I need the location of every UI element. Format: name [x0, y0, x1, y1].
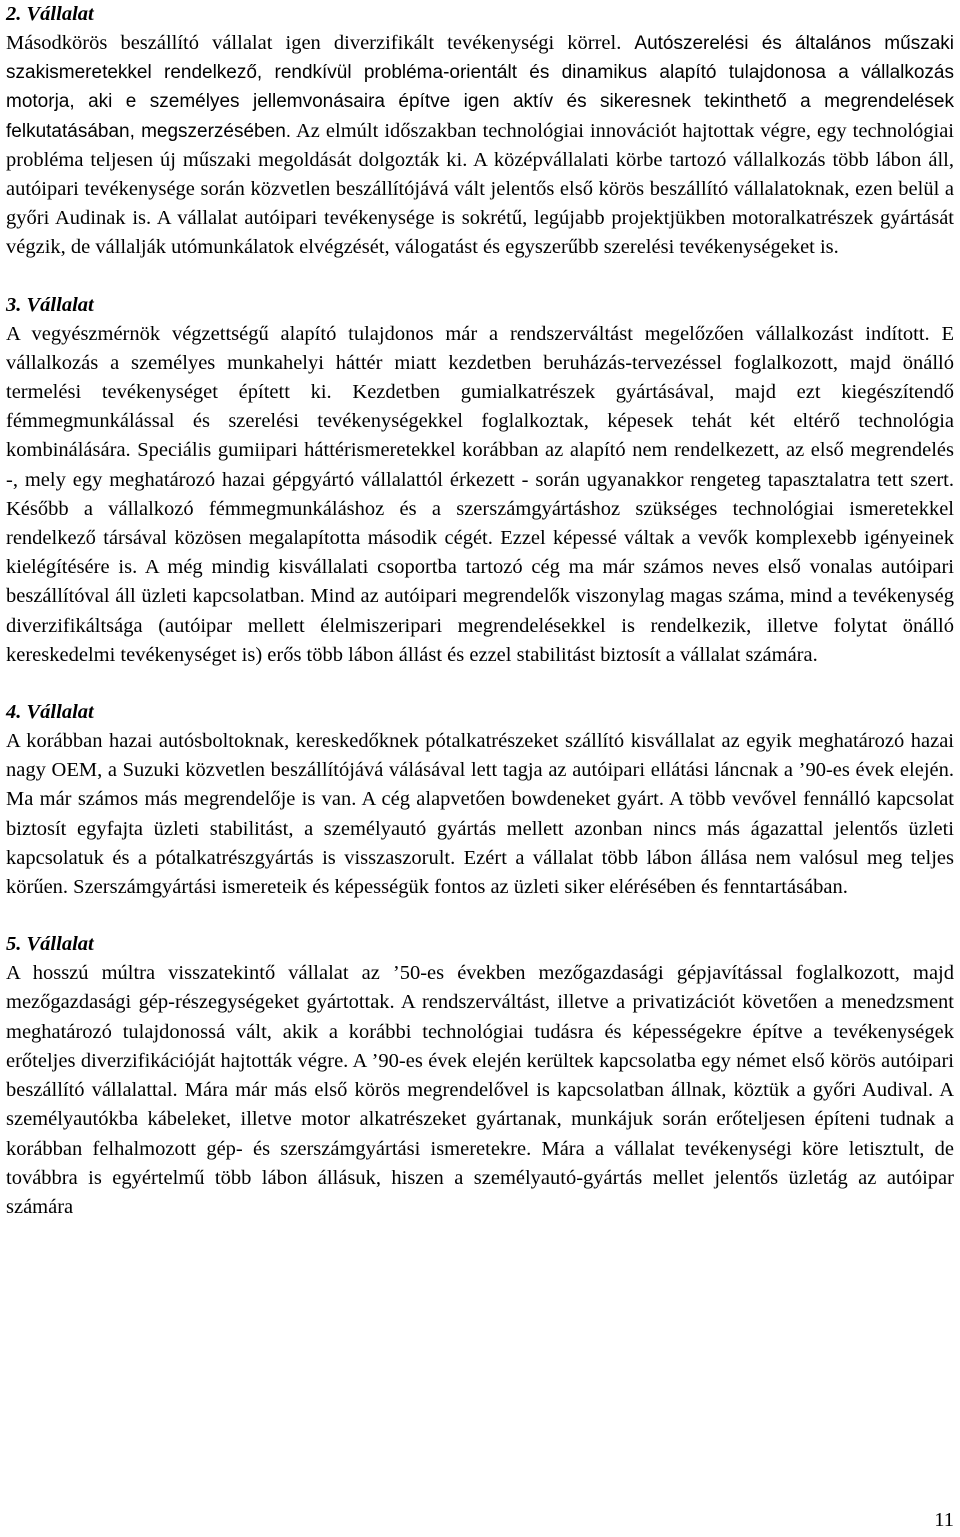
paragraph-intro: Másodkörös beszállító vállalat igen diverzifikált tevékenységi körrel.	[6, 32, 635, 54]
paragraph-sans-part: Autószerelési és általános műszaki szakismeretekkel rendelkező, rendkívül probléma-orientált és dinamikus alapító tulajdonosa a vállalkozás motorja, aki e személyes jellemvonásaira építve igen aktív és sikeresnek tekinthető a megrendelések felkutatásában, megszerzésében.	[6, 33, 954, 142]
section-gap	[6, 902, 954, 930]
paragraph-rest: Az elmúlt időszakban technológiai innovációt hajtottak végre, egy technológiai probléma teljesen új műszaki megoldását dolgozták ki. A középvállalati körbe tartozó vállalkozás több lábon áll, autóipari tevékenysége során közvetlen beszállítójává vált jelentős első körös beszállító vállalatoknak, ezen belül a győri Audinak is. A vállalat autóipari tevékenysége is sokrétű, legújabb projektjükben motoralkatrészek gyártását végzik, de vállalják utómunkálatok elvégzését, válogatást és egyszerűbb szerelési tevékenységeket is.	[6, 119, 954, 259]
section-heading: 4. Vállalat	[6, 701, 94, 724]
section-gap	[6, 263, 954, 291]
section-company-2	[6, 0, 954, 263]
section-paragraph: A vegyészmérnök végzettségű alapító tulajdonos már a rendszerváltást megelőzően vállalkozást indított. E vállalkozás a személyes munkahelyi háttér miatt kezdetben beruházás-tervezéssel foglalkozott, majd önálló termelési tevékenységet épített ki. Kezdetben gumialkatrészek gyártásával, majd ezt kiegészítendő fémmegmunkálással és szerelési tevékenységekkel foglalkoztak, képesek tehát két eltérő technológia kombinálására. Speciális gumiipari háttérismeretekkel korábban az alapító nem rendelkezett, az első megrendelés -, mely egy meghatározó hazai gépgyártó vállalattól érkezett - során ugyanakkor rengeteg tapasztalatra tett szert. Később a vállalkozó fémmegmunkáláshoz és a szerszámgyártáshoz szükséges technológiai ismeretekkel rendelkező társával közösen megalapította második cégét. Ezzel képessé váltak a vevők komplexebb igényeinek kielégítésére is. A még mindig kisvállalati csoportba tartozó cég ma már számos neves első vonalas autóipari beszállítóval áll üzleti kapcsolatban. Mind az autóipari megrendelők viszonylag magas száma, mind a tevékenység diverzifikáltsága (autóipar mellett élelmiszeripari megrendelésekkel is rendelkezik, illetve folytat önálló kereskedelmi tevékenységet is) erős több lábon állást és ezzel stabilitást biztosít a vállalat számára.	[6, 322, 954, 666]
section-paragraph: A hosszú múltra visszatekintő vállalat az ’50-es években mezőgazdasági gépjavítással foglalkozott, majd mezőgazdasági gép-részegységeket gyártottak. A rendszerváltást, illetve a privatizációt követően a menedzsment meghatározó tulajdonossá vált, akik a korábbi technológiai tudásra és képességekre építve a tevékenységek erőteljes diverzifikációját hajtották végre. A ’90-es évek elején kerültek kapcsolatba egy német első körös autóipari beszállító vállalattal. Mára már más első körös megrendelővel is kapcsolatban állnak, köztük a győri Audival. A személyautókba kábeleket, illetve motor alkatrészeket gyártanak, munkájuk során erőteljesen építeni tudnak a korábban felhalmozott gép- és szerszámgyártási ismeretekre. Mára a vállalat tevékenységi köre letisztult, de továbbra is egyértelmű több lábon állásuk, hiszen a személyautó-gyártás mellet jelentős üzletág az autóipar számára	[6, 962, 954, 1218]
section-company-5	[6, 930, 954, 1222]
section-gap	[6, 670, 954, 698]
page-number: 11	[934, 1509, 954, 1531]
document-page	[6, 0, 954, 1222]
section-paragraph: A korábban hazai autósboltoknak, kereskedőknek pótalkatrészeket szállító kisvállalat az egyik meghatározó hazai nagy OEM, a Suzuki közvetlen beszállítójává válásával lett tagja az autóipari ellátási láncnak a ’90-es évek elején. Ma már számos más megrendelője is van. A cég alapvetően bowdeneket gyárt. A több vevővel fennálló kapcsolat biztosít egyfajta üzleti stabilitást, a személyautó gyártás mellett azonban nincs más ágazattal jelentős üzleti kapcsolatuk és a pótalkatrészgyártás is visszaszorult. Ezért a vállalat több lábon állása nem valósul meg teljes körűen. Szerszámgyártási ismereteik és képességük fontos az üzleti siker elérésében és fenntartásában.	[6, 730, 954, 899]
section-paragraph	[6, 29, 954, 263]
section-heading: 2. Vállalat	[6, 3, 94, 25]
section-company-3	[6, 291, 954, 670]
section-company-4	[6, 698, 954, 902]
section-heading: 3. Vállalat	[6, 293, 94, 316]
section-heading: 5. Vállalat	[6, 933, 94, 956]
